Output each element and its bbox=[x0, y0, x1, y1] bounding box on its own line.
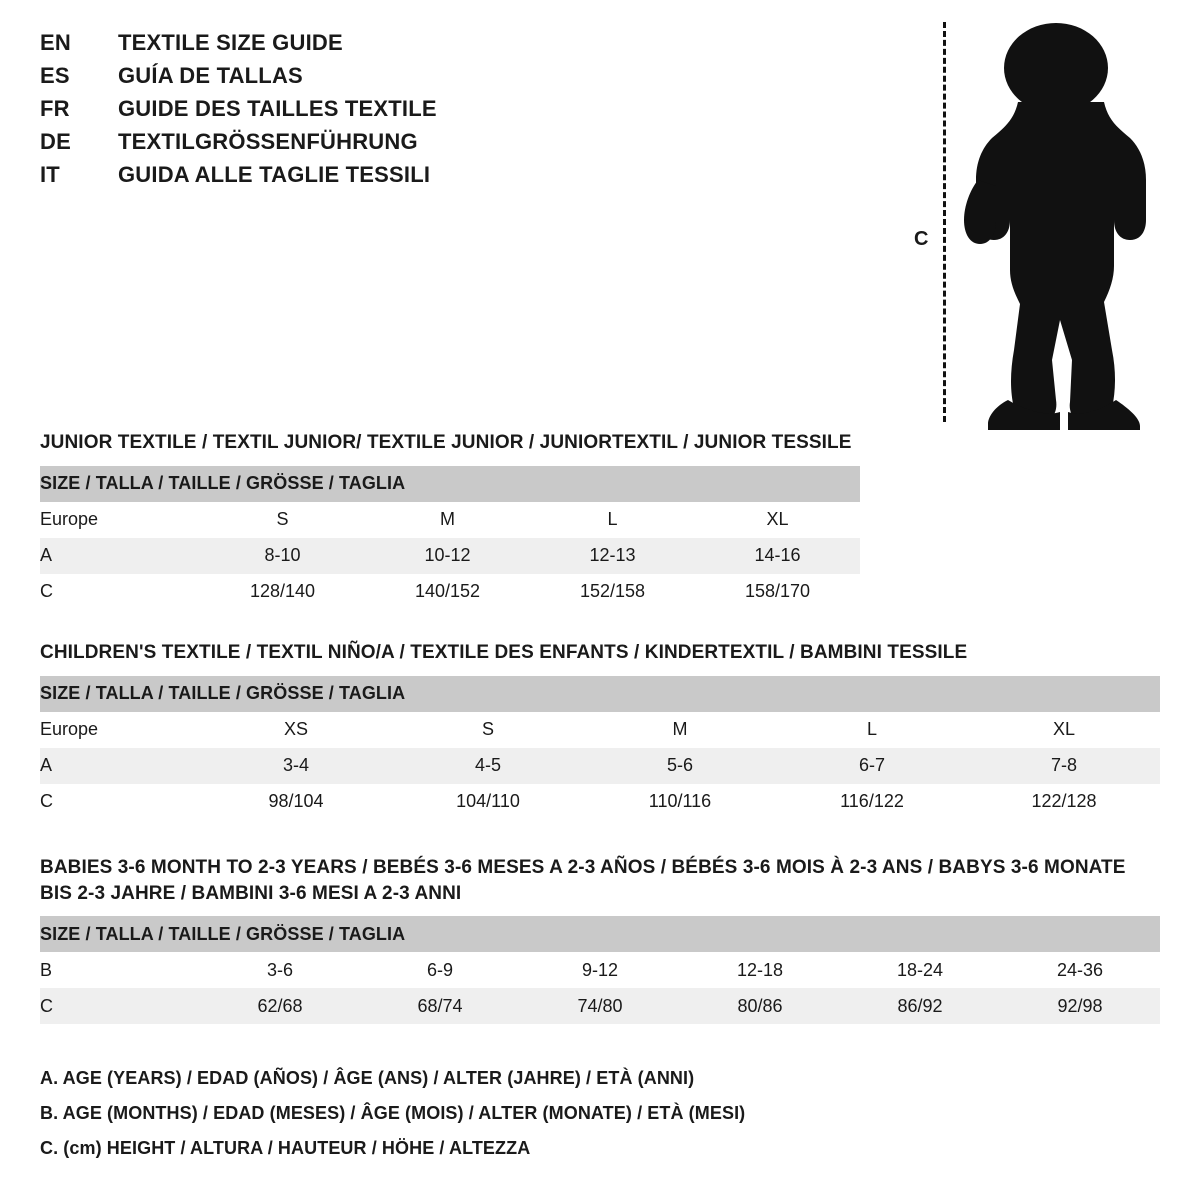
value-cell: 80/86 bbox=[680, 988, 840, 1024]
row-label: A bbox=[40, 748, 200, 784]
size-cell: XL bbox=[968, 712, 1160, 748]
row-label: C bbox=[40, 574, 200, 610]
children-size-table bbox=[40, 676, 1160, 820]
value-cell: 122/128 bbox=[968, 784, 1160, 820]
section-junior-textile bbox=[40, 430, 860, 610]
value-cell: 12-18 bbox=[680, 952, 840, 988]
table-row bbox=[40, 502, 860, 538]
row-label: Europe bbox=[40, 502, 200, 538]
row-label: C bbox=[40, 784, 200, 820]
header-row bbox=[40, 30, 600, 56]
value-cell: 74/80 bbox=[520, 988, 680, 1024]
row-label: C bbox=[40, 988, 200, 1024]
table-row bbox=[40, 784, 1160, 820]
language-title: GUIDA ALLE TAGLIE TESSILI bbox=[118, 162, 431, 187]
junior-size-table bbox=[40, 466, 860, 610]
value-cell: 4-5 bbox=[392, 748, 584, 784]
height-dashed-line bbox=[943, 22, 946, 422]
language-code: DE bbox=[40, 129, 71, 154]
value-cell: 86/92 bbox=[840, 988, 1000, 1024]
value-cell: 158/170 bbox=[695, 574, 860, 610]
value-cell: 18-24 bbox=[840, 952, 1000, 988]
language-title: TEXTILE SIZE GUIDE bbox=[118, 30, 343, 55]
height-measurement-figure bbox=[900, 10, 1160, 430]
value-cell: 7-8 bbox=[968, 748, 1160, 784]
size-cell: XL bbox=[695, 502, 860, 538]
header-row bbox=[40, 162, 600, 188]
section-title: CHILDREN'S TEXTILE / TEXTIL NIÑO/A / TEXTILE DES ENFANTS / KINDERTEXTIL / BAMBINI TESSILE bbox=[40, 642, 968, 663]
value-cell: 152/158 bbox=[530, 574, 695, 610]
value-cell: 68/74 bbox=[360, 988, 520, 1024]
section-title: JUNIOR TEXTILE / TEXTIL JUNIOR/ TEXTILE JUNIOR / JUNIORTEXTIL / JUNIOR TESSILE bbox=[40, 432, 852, 453]
size-cell: XS bbox=[200, 712, 392, 748]
section-childrens-textile bbox=[40, 640, 1160, 820]
value-cell: 62/68 bbox=[200, 988, 360, 1024]
size-cell: M bbox=[584, 712, 776, 748]
legend-line-b: B. AGE (MONTHS) / EDAD (MESES) / ÂGE (MOIS) / ALTER (MONATE) / ETÀ (MESI) bbox=[40, 1103, 746, 1123]
band-label: SIZE / TALLA / TAILLE / GRÖSSE / TAGLIA bbox=[40, 466, 860, 502]
value-cell: 98/104 bbox=[200, 784, 392, 820]
language-code: EN bbox=[40, 30, 71, 55]
table-row bbox=[40, 574, 860, 610]
value-cell: 6-9 bbox=[360, 952, 520, 988]
legend-line-c: C. (cm) HEIGHT / ALTURA / HAUTEUR / HÖHE / ALTEZZA bbox=[40, 1138, 531, 1158]
babies-size-table bbox=[40, 916, 1160, 1024]
size-cell: S bbox=[392, 712, 584, 748]
value-cell: 104/110 bbox=[392, 784, 584, 820]
band-label: SIZE / TALLA / TAILLE / GRÖSSE / TAGLIA bbox=[40, 676, 1160, 712]
size-cell: M bbox=[365, 502, 530, 538]
legend-line-a: A. AGE (YEARS) / EDAD (AÑOS) / ÂGE (ANS) / ALTER (JAHRE) / ETÀ (ANNI) bbox=[40, 1068, 695, 1088]
row-label: Europe bbox=[40, 712, 200, 748]
section-title: BABIES 3-6 MONTH TO 2-3 YEARS / BEBÉS 3-6 MESES A 2-3 AÑOS / BÉBÉS 3-6 MOIS À 2-3 ANS / BABYS 3-6 MONATE BIS 2-3 JAHRE / BAMBINI 3-6 MESI A 2-3 ANNI bbox=[40, 857, 1126, 904]
header-row bbox=[40, 129, 600, 155]
language-title: TEXTILGRÖSSENFÜHRUNG bbox=[118, 129, 418, 154]
value-cell: 24-36 bbox=[1000, 952, 1160, 988]
header-row bbox=[40, 63, 600, 89]
value-cell: 14-16 bbox=[695, 538, 860, 574]
table-band-row bbox=[40, 466, 860, 502]
table-row bbox=[40, 952, 1160, 988]
language-title: GUIDE DES TAILLES TEXTILE bbox=[118, 96, 437, 121]
height-measure-label: C bbox=[914, 228, 929, 250]
child-silhouette-icon bbox=[948, 20, 1148, 430]
size-cell: L bbox=[776, 712, 968, 748]
value-cell: 5-6 bbox=[584, 748, 776, 784]
header-row bbox=[40, 96, 600, 122]
table-row bbox=[40, 748, 1160, 784]
table-row bbox=[40, 712, 1160, 748]
value-cell: 9-12 bbox=[520, 952, 680, 988]
table-band-row bbox=[40, 676, 1160, 712]
table-band-row bbox=[40, 916, 1160, 952]
value-cell: 10-12 bbox=[365, 538, 530, 574]
value-cell: 140/152 bbox=[365, 574, 530, 610]
value-cell: 3-6 bbox=[200, 952, 360, 988]
language-code: ES bbox=[40, 63, 70, 88]
size-cell: S bbox=[200, 502, 365, 538]
language-title: GUÍA DE TALLAS bbox=[118, 63, 303, 88]
value-cell: 6-7 bbox=[776, 748, 968, 784]
table-row bbox=[40, 988, 1160, 1024]
value-cell: 3-4 bbox=[200, 748, 392, 784]
language-header bbox=[40, 30, 600, 195]
row-label: A bbox=[40, 538, 200, 574]
language-code: IT bbox=[40, 162, 60, 187]
legend bbox=[40, 1068, 1040, 1173]
value-cell: 110/116 bbox=[584, 784, 776, 820]
row-label: B bbox=[40, 952, 200, 988]
size-cell: L bbox=[530, 502, 695, 538]
value-cell: 12-13 bbox=[530, 538, 695, 574]
section-babies-textile bbox=[40, 855, 1160, 1024]
value-cell: 92/98 bbox=[1000, 988, 1160, 1024]
band-label: SIZE / TALLA / TAILLE / GRÖSSE / TAGLIA bbox=[40, 916, 1160, 952]
value-cell: 116/122 bbox=[776, 784, 968, 820]
value-cell: 128/140 bbox=[200, 574, 365, 610]
table-row bbox=[40, 538, 860, 574]
language-code: FR bbox=[40, 96, 70, 121]
value-cell: 8-10 bbox=[200, 538, 365, 574]
